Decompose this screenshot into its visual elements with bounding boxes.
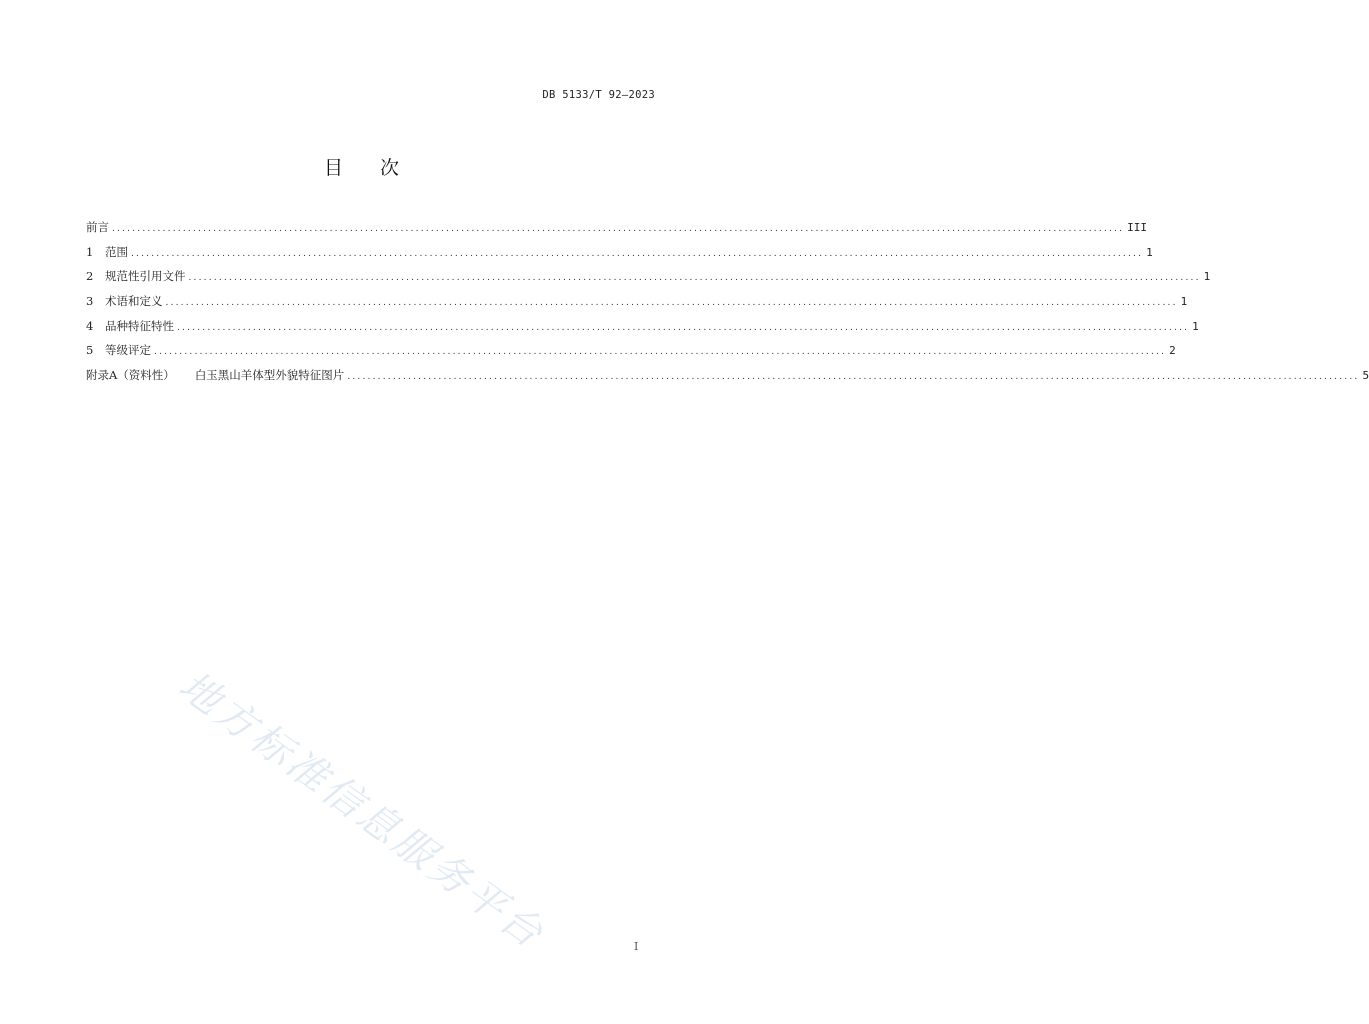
toc-leader-dots: ........................................................................................................................................................................................................ [177, 322, 1190, 333]
table-of-contents [86, 218, 1369, 391]
title-part-2: 次 [380, 157, 401, 179]
toc-entry-number: 1 [86, 244, 94, 259]
toc-entry-label: 白玉黑山羊体型外貌特征图片 [194, 368, 345, 383]
toc-entry-page: 1 [1180, 295, 1188, 309]
toc-entry-label: 术语和定义 [105, 294, 163, 309]
toc-entry-normative-references[interactable] [86, 267, 1211, 292]
toc-leader-dots: ........................................................................................................................................................................................................ [131, 248, 1144, 259]
toc-entry-terms-definitions[interactable] [86, 292, 1188, 317]
toc-entry-page: 1 [1146, 245, 1153, 259]
toc-entry-appendix-a[interactable] [86, 366, 1369, 391]
toc-leader-dots: ........................................................................................................................................................................................................ [112, 224, 1125, 234]
toc-leader-dots: ........................................................................................................................................................................................................ [165, 298, 1178, 309]
toc-entry-grading[interactable] [86, 341, 1176, 366]
toc-entry-page: 2 [1169, 344, 1176, 358]
document-code: DB 5133/T 92—2023 [542, 89, 655, 101]
toc-leader-dots: ........................................................................................................................................................................................................ [347, 372, 1360, 383]
toc-entry-breed-characteristics[interactable] [86, 317, 1199, 342]
page-title [0, 153, 724, 180]
toc-entry-page: 1 [1192, 319, 1199, 333]
toc-entry-label: 等级评定 [105, 343, 151, 358]
toc-entry-label: 品种特征特性 [105, 318, 174, 333]
toc-entry-foreword[interactable] [86, 218, 1148, 243]
toc-entry-label: 前言 [86, 220, 109, 234]
toc-entry-label: 规范性引用文件 [105, 269, 186, 284]
toc-entry-page: III [1127, 221, 1148, 234]
toc-entry-number: 3 [86, 294, 94, 309]
toc-leader-dots: ........................................................................................................................................................................................................ [188, 273, 1201, 284]
toc-entry-page: 1 [1203, 270, 1211, 284]
toc-entry-label: 范围 [105, 244, 128, 259]
toc-leader-dots: ........................................................................................................................................................................................................ [154, 347, 1167, 358]
toc-entry-number: 2 [86, 269, 94, 284]
page-number: I [634, 940, 639, 953]
title-part-1: 目 [323, 157, 344, 179]
toc-appendix-number: 附录A（资料性） [86, 368, 175, 383]
toc-entry-page: 5 [1362, 369, 1369, 383]
toc-entry-scope[interactable] [86, 243, 1153, 268]
watermark: 地方标准信息服务平台 [170, 662, 554, 959]
toc-entry-number: 4 [86, 318, 94, 333]
toc-entry-number: 5 [86, 343, 94, 358]
